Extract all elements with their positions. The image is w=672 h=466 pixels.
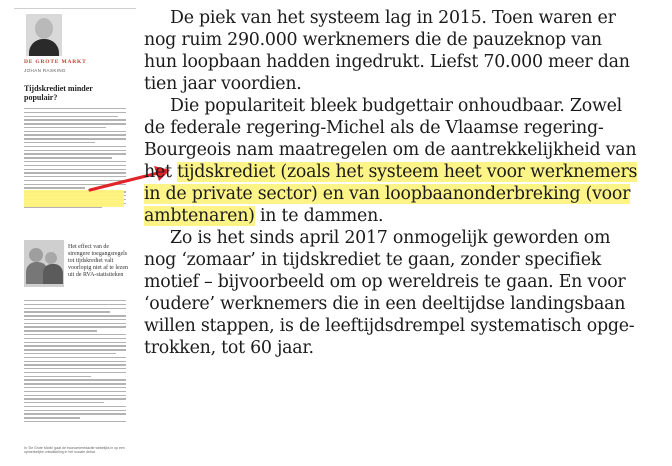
line-prefix: het: [144, 162, 178, 182]
column-kicker: DE GROTE MARKT: [24, 59, 87, 65]
thumbnail-headline: Tijdskrediet minder populair?: [24, 84, 93, 102]
article-line: trokken, tot 60 jaar.: [144, 338, 314, 358]
article-line: hun loopbaan hadden ingedrukt. Liefst 70.000 meer dan: [144, 52, 630, 72]
thumbnail-text-block-2: [24, 300, 126, 425]
article-line: De piek van het systeem lag in 2015. Toen waren er: [170, 8, 616, 28]
article-line: de federale regering-Michel als de Vlaamse regering-: [144, 118, 604, 138]
article-line: Bourgeois nam maatregelen om de aantrekkelijkheid van: [144, 140, 637, 160]
article-body: [144, 7, 669, 359]
article-line: [144, 161, 669, 183]
highlighted-text: in de private sector) en van loopbaanonderbreking (voor: [144, 184, 631, 204]
top-rule: [14, 8, 136, 9]
article-line: nog ruim 290.000 werknemers die de pauzeknop van: [144, 30, 602, 50]
thumbnail-photo: [24, 240, 64, 287]
article-line: tien jaar voordien.: [144, 74, 302, 94]
highlighted-text: ambtenaren): [144, 206, 255, 226]
article-line: ‘oudere’ werknemers die in een deeltijdse landingsbaan: [144, 294, 626, 314]
highlighted-text: tijdskrediet (zoals het systeem heet voor werknemers: [177, 162, 638, 182]
pull-quote: Het effect van de strengere toegangsregels tot tijdskrediet valt voorlopig niet af te lezen uit de RVA-statistieken: [68, 244, 128, 278]
article-line: motief – bijvoorbeeld om op wereldreis te gaan. En voor: [144, 272, 626, 292]
article-line: Die populariteit bleek budgettair onhoudbaar. Zowel: [170, 96, 622, 116]
article-line: nog ‘zomaar’ in tijdskrediet te gaan, zonder specifiek: [144, 250, 602, 270]
author-portrait: [26, 14, 62, 56]
thumbnail-footnote: In ‘De Grote Markt’ gaat de economieredactie wekelijks in op een opmerkelijke ontwikkeling in het sociale debat.: [24, 446, 125, 454]
article-line: Zo is het sinds april 2017 onmogelijk geworden om: [170, 228, 611, 248]
article-thumbnail: [14, 4, 136, 460]
article-line: [144, 205, 669, 227]
author-byline: JOHAN RASKING: [24, 68, 66, 73]
line-suffix: in te dammen.: [254, 206, 384, 226]
article-line: [144, 183, 669, 205]
article-line: willen stappen, is de leeftijdsdrempel systematisch opge-: [144, 316, 635, 336]
